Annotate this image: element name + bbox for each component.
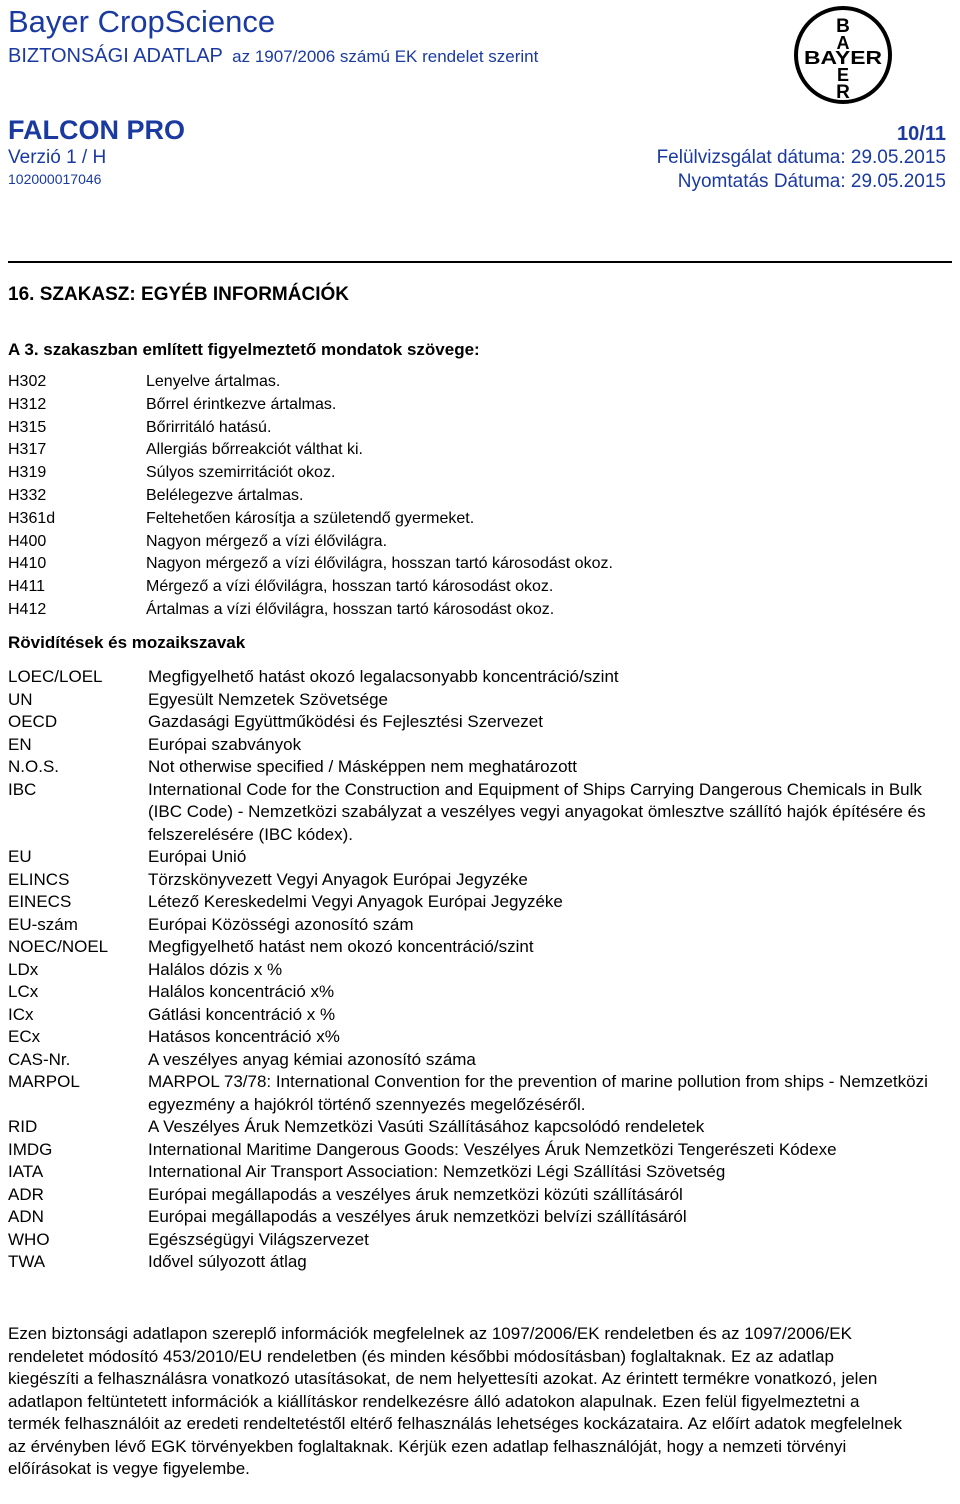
logo-word-middle: BAYER	[804, 48, 882, 68]
hazard-text: Feltehetően károsítja a születendő gyermeket.	[146, 509, 475, 527]
abbreviation-code: EINECS	[8, 892, 72, 911]
hazard-text: Allergiás bőrreakciót válthat ki.	[146, 441, 363, 459]
abbreviation-row	[8, 689, 948, 712]
hazard-code: H319	[8, 464, 47, 482]
hazard-code: H317	[8, 441, 47, 459]
abbreviation-row	[8, 1229, 948, 1252]
hazard-code: H315	[8, 418, 47, 436]
abbreviation-meaning: Egyesült Nemzetek Szövetsége	[148, 689, 389, 709]
document-type-label: BIZTONSÁGI ADATLAP	[8, 45, 223, 67]
hazard-statement-row	[8, 531, 948, 554]
abbreviation-code: ECx	[8, 1027, 41, 1046]
abbreviation-row	[8, 1004, 948, 1027]
abbreviation-code: N.O.S.	[8, 757, 60, 776]
abbreviation-row	[8, 1139, 948, 1162]
abbreviation-row	[8, 914, 948, 937]
hazard-statement-row	[8, 576, 948, 599]
hazard-text: Mérgező a vízi élővilágra, hosszan tartó károsodást okoz.	[146, 578, 554, 596]
hazard-text: Lenyelve ártalmas.	[146, 373, 281, 390]
abbreviation-meaning: Gazdasági Együttműködési és Fejlesztési Szervezet	[148, 712, 543, 731]
hazard-code: H332	[8, 486, 47, 504]
header-divider	[8, 261, 952, 263]
hazard-statement-row	[8, 553, 948, 576]
hazard-code: H361d	[8, 509, 56, 527]
abbreviation-meaning: Megfigyelhető hatást nem okozó koncentráció/szint	[148, 937, 534, 956]
abbreviation-code: LDx	[8, 959, 39, 979]
hazard-text: Nagyon mérgező a vízi élővilágra.	[146, 532, 388, 550]
review-date: Felülvizsgálat dátuma: 29.05.2015	[656, 147, 946, 168]
abbreviation-code: RID	[8, 1117, 38, 1136]
abbreviation-code: ELINCS	[8, 869, 70, 889]
hazard-statement-row	[8, 508, 948, 531]
print-date: Nyomtatás Dátuma: 29.05.2015	[677, 171, 946, 192]
abbreviation-code: OECD	[8, 712, 58, 731]
abbreviation-code: EN	[8, 734, 32, 754]
logo-letter-top: B	[836, 16, 850, 37]
abbreviation-meaning: Gátlási koncentráció x %	[148, 1004, 336, 1024]
abbreviation-meaning: Megfigyelhető hatást okozó legalacsonyabb koncentráció/szint	[148, 667, 619, 686]
abbreviation-row	[8, 846, 948, 869]
abbreviation-meaning: Európai megállapodás a veszélyes áruk nemzetközi közúti szállításáról	[148, 1184, 683, 1204]
abbreviation-meaning: Európai Unió	[148, 847, 247, 866]
abbreviation-meaning: Európai Közösségi azonosító szám	[148, 914, 414, 934]
hazard-text: Bőrirritáló hatású.	[146, 418, 272, 436]
document-number: 102000017046	[8, 171, 102, 187]
hazard-text: Nagyon mérgező a vízi élővilágra, hosszan tartó károsodást okoz.	[146, 555, 613, 573]
abbreviation-row	[8, 891, 948, 914]
abbreviation-row	[8, 959, 948, 982]
abbreviation-code: IATA	[8, 1162, 44, 1181]
abbreviation-row	[8, 1116, 948, 1139]
abbreviation-row	[8, 756, 948, 779]
abbreviation-meaning: International Maritime Dangerous Goods: Veszélyes Áruk Nemzetközi Tengerészeti Kódexe	[148, 1139, 837, 1159]
abbreviation-row	[8, 734, 948, 757]
abbreviation-row	[8, 1071, 948, 1116]
abbreviation-row	[8, 936, 948, 959]
abbreviation-code: TWA	[8, 1252, 46, 1271]
hazard-statement-row	[8, 417, 948, 440]
abbreviation-meaning: A Veszélyes Áruk Nemzetközi Vasúti Szállításához kapcsolódó rendeletek	[148, 1117, 705, 1136]
abbreviation-meaning: Hatásos koncentráció x%	[148, 1027, 340, 1046]
hazard-text: Ártalmas a vízi élővilágra, hosszan tartó károsodást okoz.	[146, 600, 555, 618]
hazard-code: H410	[8, 555, 47, 573]
abbreviation-meaning: International Code for the Construction and Equipment of Ships Carrying Dangerous Chemicals in Bulk (IBC Code) - Nemzetközi szabályzat a veszélyes vegyi anyagokat ömlesztve szállító hajók építésére és felszerelésére (IBC kódex).	[148, 779, 926, 844]
abbreviation-code: IMDG	[8, 1139, 53, 1159]
abbreviation-row	[8, 666, 948, 689]
section-title: 16. SZAKASZ: EGYÉB INFORMÁCIÓK	[8, 284, 349, 305]
hazard-text: Belélegezve ártalmas.	[146, 486, 304, 504]
abbreviation-code: ADR	[8, 1184, 44, 1204]
hazard-text: Súlyos szemirritációt okoz.	[146, 464, 336, 482]
abbreviation-code: LCx	[8, 982, 39, 1001]
abbreviation-meaning: Halálos koncentráció x%	[148, 982, 335, 1001]
abbreviation-row	[8, 779, 948, 847]
abbreviation-meaning: A veszélyes anyag kémiai azonosító száma	[148, 1049, 476, 1069]
page-number: 10/11	[897, 123, 946, 145]
logo-letter-upper: A	[836, 33, 850, 53]
hazard-statement-row	[8, 599, 948, 622]
abbreviation-meaning: Not otherwise specified / Másképpen nem meghatározott	[148, 757, 578, 776]
brand-name: Bayer CropScience	[8, 4, 276, 39]
abbreviation-code: LOEC/LOEL	[8, 667, 103, 686]
abbreviation-code: ICx	[8, 1004, 34, 1024]
product-name: FALCON PRO	[8, 115, 186, 145]
abbreviation-meaning: MARPOL 73/78: International Convention for the prevention of marine pollution from ships - Nemzetközi egyezmény a hajókról történő szennyezés megelőzéséről.	[148, 1072, 928, 1114]
abbreviation-code: MARPOL	[8, 1072, 80, 1091]
abbreviation-row	[8, 869, 948, 892]
hazard-code: H302	[8, 373, 47, 390]
hazard-text: Bőrrel érintkezve ártalmas.	[146, 395, 337, 413]
abbreviation-meaning: Egészségügyi Világszervezet	[148, 1229, 369, 1249]
regulation-label: az 1907/2006 számú EK rendelet szerint	[232, 47, 539, 66]
abbreviation-code: UN	[8, 689, 33, 709]
abbreviation-row	[8, 1161, 948, 1184]
abbreviation-meaning: Létező Kereskedelmi Vegyi Anyagok Európai Jegyzéke	[148, 892, 563, 911]
abbreviations-heading: Rövidítések és mozaikszavak	[8, 633, 246, 652]
abbreviation-row	[8, 1251, 948, 1274]
abbreviation-meaning: Európai szabványok	[148, 734, 302, 754]
hazard-code: H312	[8, 395, 47, 413]
logo-letter-lower: E	[836, 65, 850, 85]
abbreviation-code: ADN	[8, 1207, 44, 1226]
abbreviation-code: CAS-Nr.	[8, 1049, 71, 1069]
document-type	[8, 44, 538, 69]
abbreviation-code: NOEC/NOEL	[8, 937, 109, 956]
abbreviation-row	[8, 711, 948, 734]
hazard-code: H400	[8, 532, 47, 550]
abbreviation-meaning: Törzskönyvezett Vegyi Anyagok Európai Jegyzéke	[148, 869, 528, 889]
abbreviation-row	[8, 1184, 948, 1207]
abbreviations-list	[8, 666, 948, 1274]
abbreviation-row	[8, 1049, 948, 1072]
abbreviation-meaning: Európai megállapodás a veszélyes áruk nemzetközi belvízi szállításáról	[148, 1207, 687, 1226]
hazard-statements-heading: A 3. szakaszban említett figyelmeztető mondatok szövege:	[8, 340, 480, 359]
abbreviation-code: EU	[8, 847, 32, 866]
hazard-code: H412	[8, 600, 47, 618]
logo-letter-bottom: R	[836, 82, 850, 103]
hazard-statement-row	[8, 462, 948, 485]
hazard-code: H411	[8, 578, 46, 596]
hazard-statement-row	[8, 371, 948, 394]
abbreviation-row	[8, 1026, 948, 1049]
hazard-statement-row	[8, 485, 948, 508]
version-label: Verzió 1 / H	[8, 147, 107, 168]
abbreviation-row	[8, 981, 948, 1004]
hazard-statement-row	[8, 439, 948, 462]
abbreviation-row	[8, 1206, 948, 1229]
hazard-statements-list	[8, 371, 948, 622]
abbreviation-code: IBC	[8, 779, 37, 799]
hazard-statement-row	[8, 394, 948, 417]
abbreviation-meaning: Halálos dózis x %	[148, 959, 283, 979]
abbreviation-meaning: International Air Transport Association: Nemzetközi Légi Szállítási Szövetség	[148, 1162, 726, 1181]
abbreviation-code: EU-szám	[8, 914, 78, 934]
bayer-logo	[792, 4, 894, 106]
abbreviation-meaning: Idővel súlyozott átlag	[148, 1252, 307, 1271]
closing-paragraph: Ezen biztonsági adatlapon szereplő információk megfelelnek az 1097/2006/EK rendeletben és az 1097/2006/EK rendeletet módosító 453/2010/EU rendeletben (és minden későbbi módosításban) foglaltaknak. Ez az adatlap kiegészíti a felhasználásra vonatkozó utasításokat, de nem helyettesíti azokat. Az érintett termékre vonatkozó, jelen adatlapon feltüntetett információk a kiállításkor rendelkezésre álló adatokon alapulnak. Ezen felül figyelmeztetni a termék felhasználóit az eredeti rendeltetéstől eltérő felhasználás lehetséges kockázataira. Az előírt adatok megfelelnek az érvényben lévő EGK törvényekben foglaltaknak. Kérjük ezen adatlap felhasználóját, hogy a nemzeti törvényi előírásokat is vegye figyelembe.	[8, 1324, 902, 1478]
abbreviation-code: WHO	[8, 1229, 50, 1249]
